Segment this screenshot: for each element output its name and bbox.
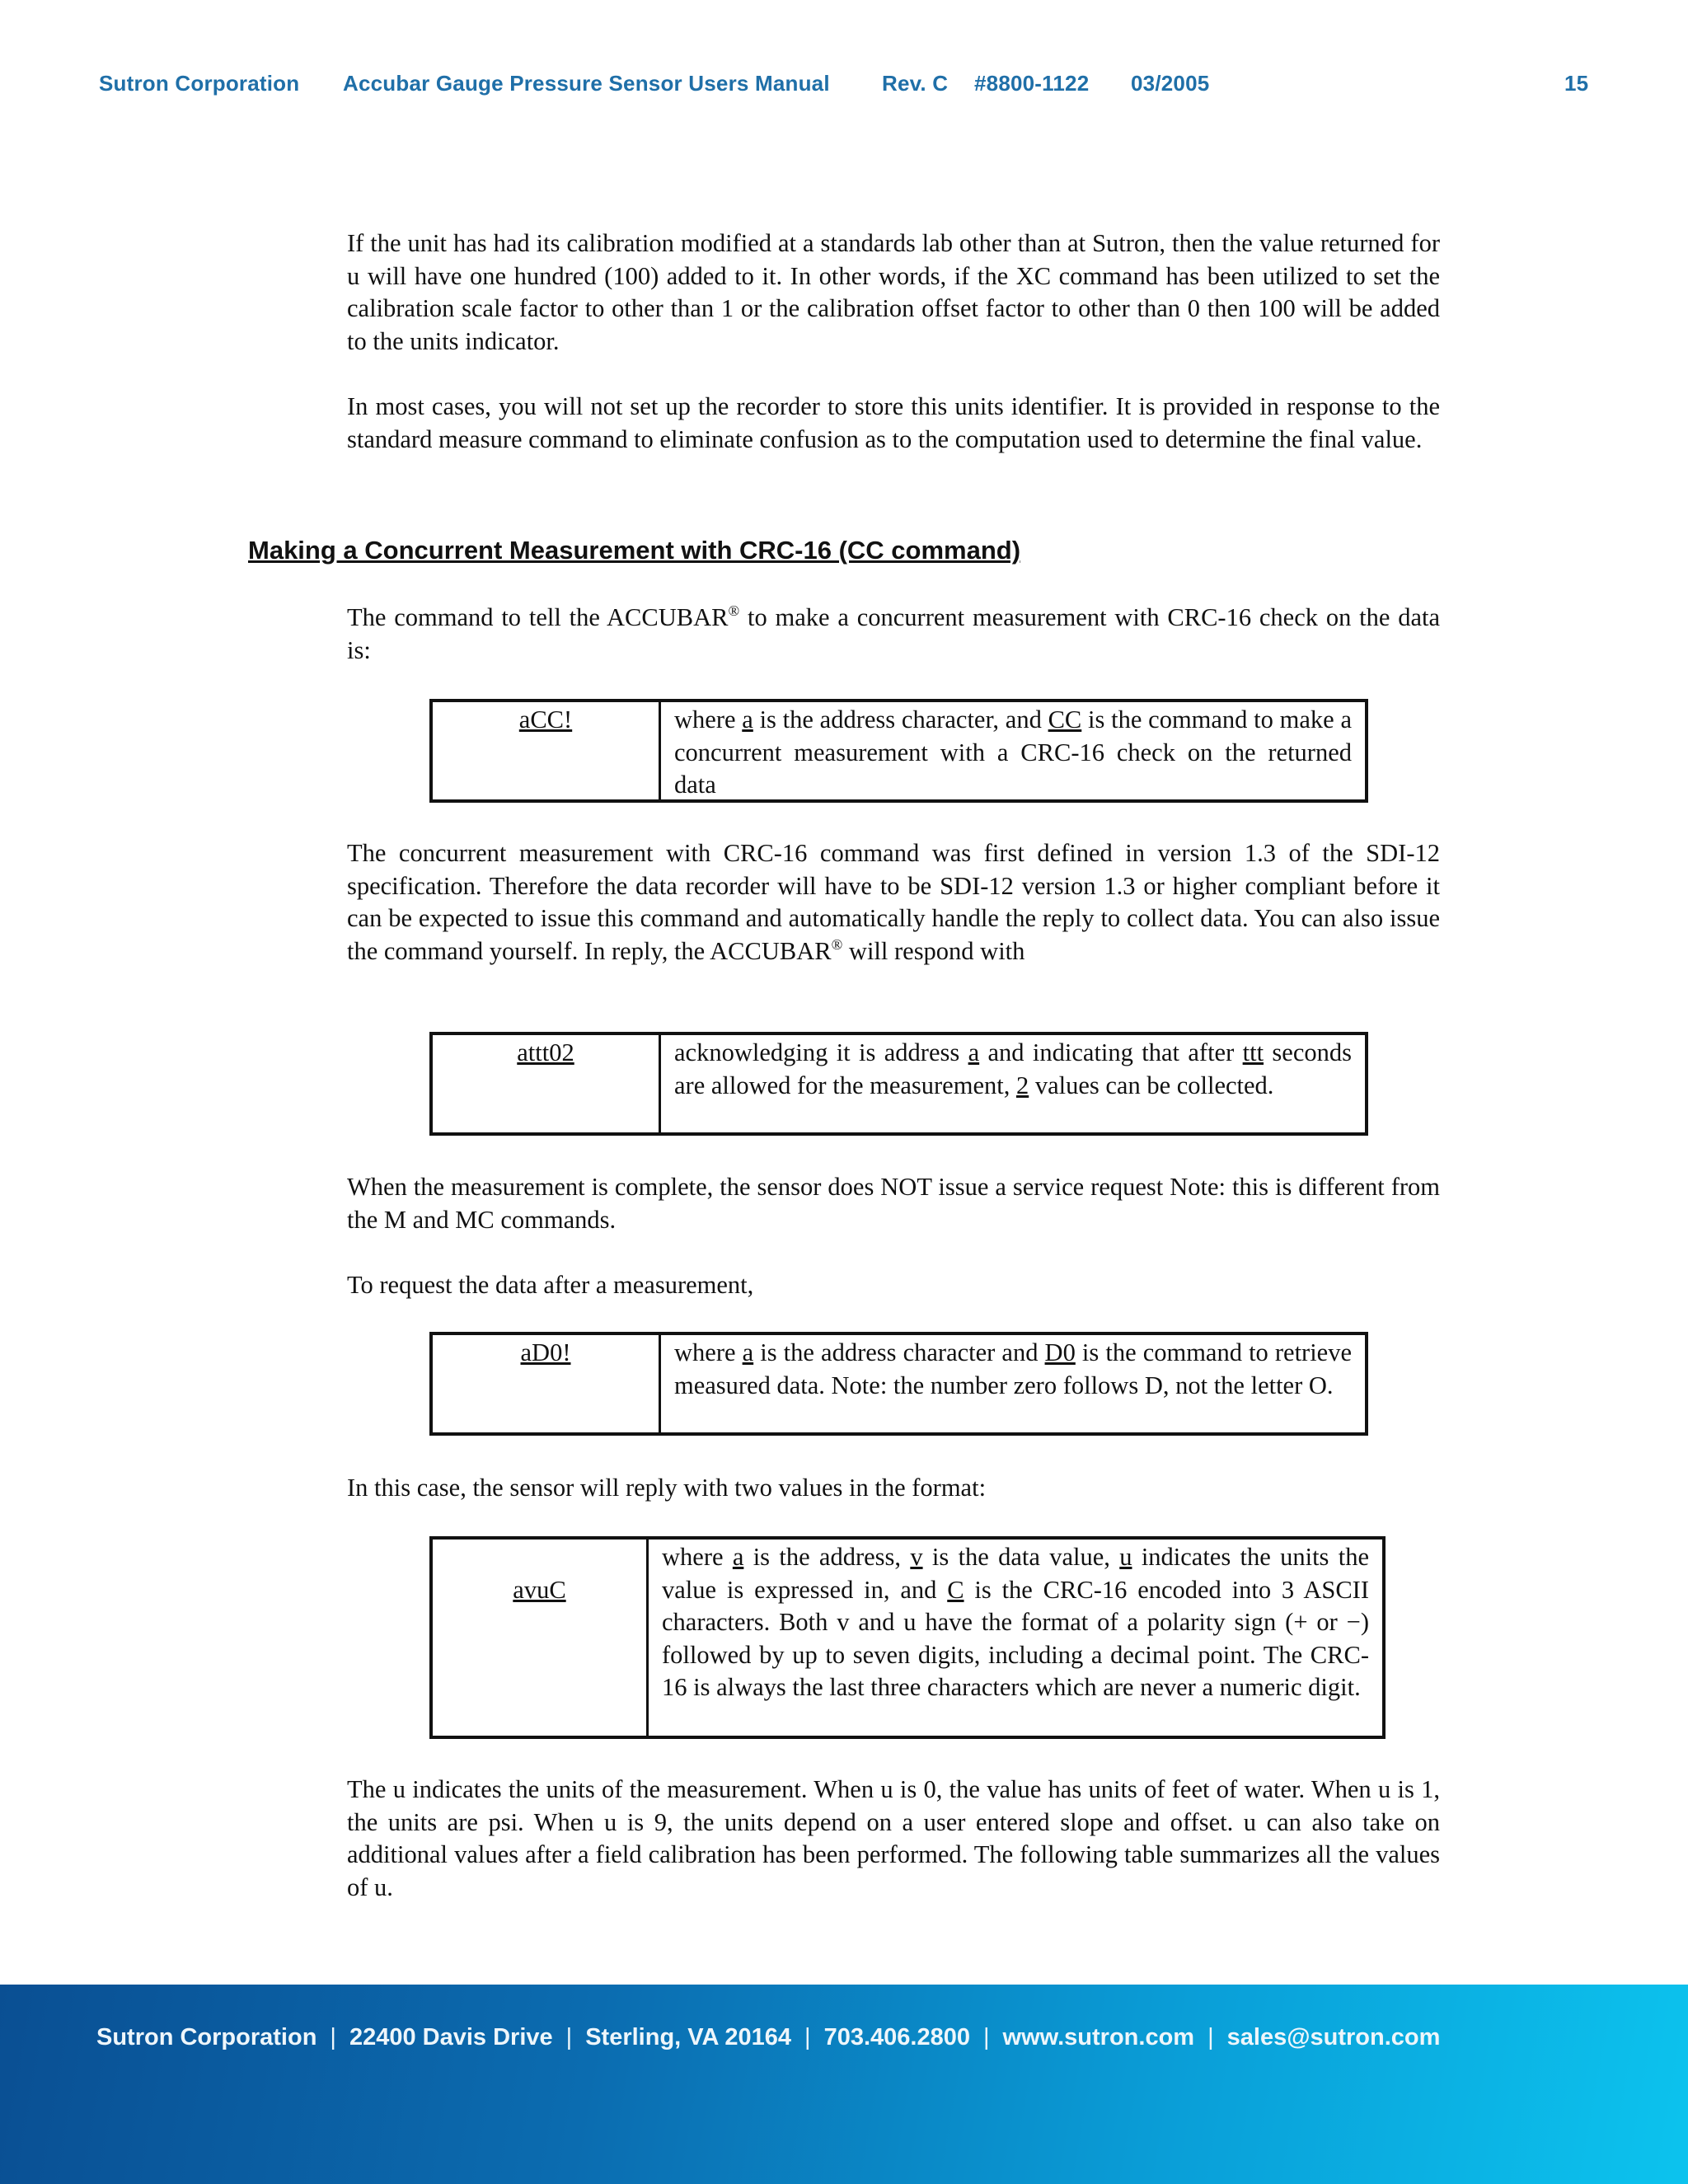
footer-phone: 703.406.2800	[823, 2024, 970, 2050]
command-description: where a is the address character, and CC is the command to make a concurrent measurement with a CRC-16 check on the returned data	[674, 705, 1352, 799]
paragraph-command-intro: The command to tell the ACCUBAR® to make a concurrent measurement with CRC-16 check on the data is:	[347, 602, 1441, 664]
header-revision: Rev. C	[882, 71, 949, 96]
header-doc-number: #8800-1122	[974, 71, 1090, 96]
command-table-avuc	[429, 1536, 1386, 1739]
paragraph-units-identifier: In most cases, you will not set up the recorder to store this units identifier. It is provided in response to the standard measure command to eliminate confusion as to the computation used to determine the final value.	[347, 392, 1440, 453]
command-description: where a is the address, v is the data value, u indicates the units the value is expressed in, and C is the CRC-16 encoded into 3 ASCII characters. Both v and u have the format of a polarity sign (+ or −) followed by up to seven digits, including a decimal point. The CRC-16 is always the last three characters which are never a numeric digit.	[662, 1543, 1370, 1701]
footer-contact-line: Sutron Corporation | 22400 Davis Drive | Sterling, VA 20164 | 703.406.2800 | www.sutron.com | sales@sutron.com	[96, 2024, 1441, 2050]
body-block-1	[347, 227, 1440, 456]
body-block-4	[347, 1171, 1440, 1302]
command-table-ad0	[429, 1332, 1368, 1436]
paragraph-request-data: To request the data after a measurement,	[347, 1271, 754, 1299]
footer-city: Sterling, VA 20164	[585, 2024, 792, 2050]
header-company: Sutron Corporation	[99, 71, 300, 96]
body-block-2	[347, 602, 1440, 667]
body-block-5	[347, 1472, 1440, 1505]
body-block-3	[347, 837, 1440, 968]
section-heading: Making a Concurrent Measurement with CRC-16 (CC command)	[248, 536, 1021, 565]
command-code: aCC!	[433, 702, 661, 799]
command-code: attt02	[433, 1035, 661, 1132]
command-code: aD0!	[433, 1335, 661, 1432]
paragraph-reply-format: In this case, the sensor will reply with two values in the format:	[347, 1474, 987, 1502]
command-description: acknowledging it is address a and indicating that after ttt seconds are allowed for the measurement, 2 values can be collected.	[674, 1038, 1352, 1099]
paragraph-service-request: When the measurement is complete, the sensor does NOT issue a service request Note: this is different from the M and MC commands.	[347, 1173, 1440, 1234]
footer-address: 22400 Davis Drive	[349, 2024, 553, 2050]
command-table-attt02	[429, 1032, 1368, 1136]
header-title: Accubar Gauge Pressure Sensor Users Manual	[343, 71, 830, 96]
paragraph-units-explanation: The u indicates the units of the measurement. When u is 0, the value has units of feet of water. When u is 1, the units are psi. When u is 9, the units depend on a user entered slope and offset. u can also take on additional values after a field calibration has been performed. The following table summarizes all the values of u.	[347, 1775, 1440, 1901]
footer-company: Sutron Corporation	[96, 2024, 317, 2050]
page-header	[99, 71, 1589, 104]
command-description: where a is the address character and D0 is the command to retrieve measured data. Note: the number zero follows D, not the letter O.	[674, 1338, 1353, 1399]
paragraph-sdi12-version: The concurrent measurement with CRC-16 command was first defined in version 1.3 of the SDI-12 specification. Therefore the data recorder will have to be SDI-12 version 1.3 or higher compliant before it can be expected to issue this command and automatically handle the reply to collect data. You can also issue the command yourself. In reply, the ACCUBAR® will respond with	[347, 839, 1440, 965]
command-table-acc	[429, 699, 1368, 803]
body-block-6	[347, 1774, 1440, 1904]
paragraph-calibration: If the unit has had its calibration modified at a standards lab other than at Sutron, then the value returned for u will have one hundred (100) added to it. In other words, if the XC command has been utilized to set the calibration scale factor to other than 1 or the calibration offset factor to other than 0 then 100 will be added to the units indicator.	[347, 229, 1440, 355]
command-code: avuC	[433, 1540, 649, 1736]
page-footer	[0, 1985, 1688, 2184]
page-number: 15	[1564, 71, 1589, 96]
footer-email-link[interactable]: sales@sutron.com	[1226, 2024, 1441, 2050]
header-date: 03/2005	[1131, 71, 1210, 96]
footer-website-link[interactable]: www.sutron.com	[1002, 2024, 1195, 2050]
